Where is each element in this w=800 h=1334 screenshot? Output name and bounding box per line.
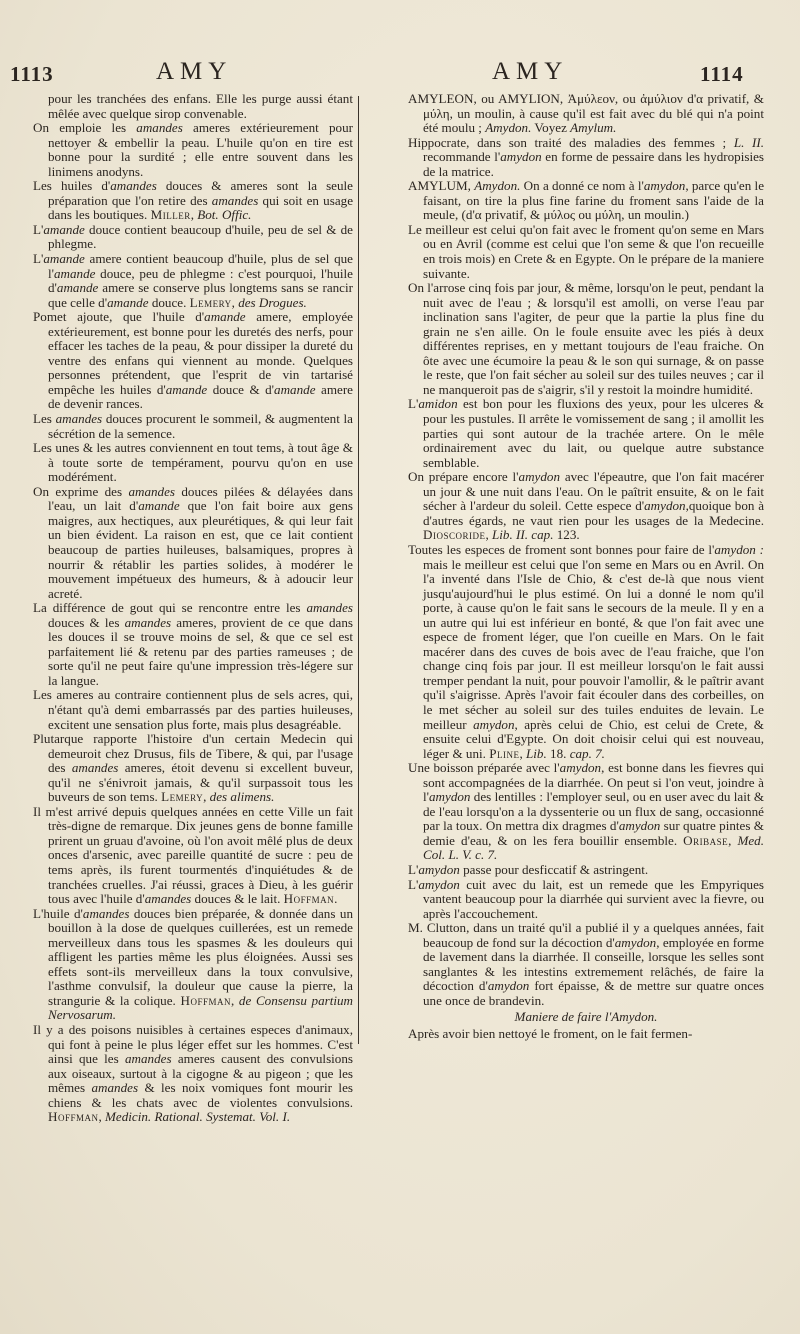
text: Les xyxy=(33,411,56,427)
text: passe pour desficcatif & astringent. xyxy=(459,861,649,877)
text: quoique bon à d'autres égards, ne vaut rien pour les usages de la Medecine. xyxy=(423,498,765,528)
text: fort épaisse, & de mettre sur quatre onces une once de brandevin. xyxy=(423,978,764,1008)
left-column xyxy=(33,92,353,1125)
text: douce & d' xyxy=(207,381,275,397)
italic-text: des Drogues. xyxy=(238,294,307,310)
paragraph xyxy=(33,1023,353,1125)
text: douce, peu de phlegme : c'est pourquoi, l'huile d' xyxy=(48,265,353,296)
text: Les huiles d' xyxy=(33,178,111,194)
paragraph xyxy=(33,601,353,688)
text: amere se conserve plus longtems sans se rancir que celle d' xyxy=(48,280,353,310)
italic-text: amande xyxy=(274,381,316,397)
italic-text: amande xyxy=(107,294,149,310)
author-citation: Dioscoride xyxy=(423,527,486,543)
text: amere, employée extérieurement, est bonne pour les duretés des nerfs, pour effacer les taches de la peau, & pour dissiper la dureté du ventre des enfans qui viennent au monde. Quelques personnes prétendent, que l'esprit de vin tartarisé empêche les huiles d' xyxy=(48,309,353,397)
italic-text: amandes xyxy=(211,192,259,208)
text: , employée en forme de lavement dans la diarrhée. Il conseille, lorsque les selles sont sanglantes & les intestins extremement relâchés, de faire la décoction d' xyxy=(423,934,764,994)
italic-text: amydon xyxy=(559,760,602,776)
text: Voyez xyxy=(531,120,571,136)
text: On a donné ce nom à l' xyxy=(520,178,644,194)
paragraph xyxy=(408,397,764,470)
italic-text: Med. Col. L. V. c. 7. xyxy=(423,832,764,863)
italic-text: amydon xyxy=(473,716,515,732)
text: , xyxy=(519,745,527,761)
text: On l'arrose cinq fois par jour, & même, lorsqu'on le peut, pendant la nuit avec de l'eau ; & lorsqu'il est amolli, on verse l'eau par inclination sans l'agiter, de peur que la partie la plus fine du grain ne s'en aille. On le foule ensuite avec les piés à deux différentes reprises, en y mettant toujours de l'eau fraiche. On ôte avec une écumoire la peau & le son qui surnage, & on passe le reste, que l'on fait sécher au soleil sur des tuiles neuves ; car il ne manqueroit pas de s'aigrir, s'il y restoit la moindre humidité. xyxy=(408,280,764,397)
italic-text: amydon xyxy=(618,818,661,834)
paragraph xyxy=(33,441,353,485)
text: L' xyxy=(33,221,44,237)
italic-text: Amydon. xyxy=(474,178,521,194)
italic-text: amande xyxy=(54,265,96,281)
italic-text: amydon xyxy=(500,149,542,165)
text: sur quatre pintes & demie d'eau, & on les fera bouillir ensemble. xyxy=(423,818,764,848)
italic-text: amandes xyxy=(110,178,157,194)
text: L' xyxy=(408,876,419,892)
italic-text: amande xyxy=(56,280,99,296)
text: en forme de pessaire dans les hydropisies de la matrice. xyxy=(423,149,764,179)
text: Une boisson préparée avec l' xyxy=(408,760,560,776)
text: avec l'épeautre, que l'on fait macérer un jour & une nuit dans l'eau. On le paîtrit ensuite, & on le fait sécher à l'ardeur du soleil. Cette espece d' xyxy=(423,469,764,514)
text: , xyxy=(485,527,493,543)
text: L' xyxy=(408,396,419,412)
text: , xyxy=(231,294,239,310)
paragraph xyxy=(408,92,764,136)
right-column xyxy=(408,92,764,1042)
text: qui soit en usage dans les boutiques. xyxy=(48,192,353,223)
text: pour les tranchées des enfans. Elle les purge aussi étant mêlée avec quelque sirop convenable. xyxy=(48,91,353,121)
paragraph xyxy=(33,252,353,310)
text: , xyxy=(190,207,198,223)
text: L' xyxy=(408,861,419,877)
italic-text: amandes xyxy=(55,411,103,427)
author-citation: Hoffman xyxy=(48,1109,99,1125)
author-citation: Pline xyxy=(489,745,520,761)
text: mais le meilleur est celui que l'on seme en Mars ou en Avril. On l'a inventé dans l'Isle de Chio, & c'est de-là que nous vient jusqu'aujourd'hui le plus estimé. On lui a donné le nom qu'il porte, à cause qu'on le fait sans le secours de la meule. Il y en a un autre qui lui est inférieur en bonté, & que l'on fait avec une espece de froment léger, que l'on cueille en Mars. On le fait macérer dans des cuves de bois avec de l'eau fraiche, que l'on change cinq fois par jour. Il est meilleur lorsqu'on le fait aussi tremper pendant la nuit, pour pouvoir l'amollir, & le paîtrir avant qu'il s'aigrisse. Après l'avoir fait écouler dans des corbeilles, on le met sécher au soleil sur des tuiles enduites de levain. Le meilleur xyxy=(423,556,764,732)
paragraph xyxy=(33,223,353,252)
italic-text: amidon xyxy=(418,396,458,412)
italic-text: Medicin. Rational. Systemat. Vol. I. xyxy=(105,1109,291,1125)
author-citation: Hoffman. xyxy=(283,891,338,907)
paragraph xyxy=(408,921,764,1008)
italic-text: amydon xyxy=(418,876,460,892)
italic-text: amandes xyxy=(82,905,130,921)
text: douces procurent le sommeil, & augmentent la sécrétion de la semence. xyxy=(48,411,353,441)
text: , est bonne dans les fievres qui sont accompagnées de la diarrhée. On peut si l'on veut, joindre à l' xyxy=(423,760,764,805)
text: douce. xyxy=(148,294,190,310)
text: douces & le lait. xyxy=(191,891,284,907)
text: , xyxy=(728,832,738,848)
text: 123. xyxy=(553,527,580,543)
italic-text: amydon xyxy=(418,861,460,877)
italic-text: Bot. Offic. xyxy=(197,207,252,223)
text: douces pilées & délayées dans l'eau, un lait d' xyxy=(48,483,353,514)
text: douces & ameres sont la seule préparation que l'on retire des xyxy=(48,178,353,208)
text: douces & les xyxy=(48,614,125,630)
text: AMYLEON, ou AMYLION, Ἀμύλεον, ou ἀμύλιον d'α privatif, & μύλη, un moulin, à cause qu'il est fait avec du blé qui n'a point été moulu ; xyxy=(408,91,764,136)
paragraph xyxy=(408,761,764,863)
paragraph xyxy=(33,805,353,907)
author-citation: Lemery xyxy=(189,294,232,310)
text: douce contient beaucoup d'huile, peu de sel & de phlegme. xyxy=(48,221,353,252)
text: Après avoir bien nettoyé le froment, on le fait fermen- xyxy=(408,1026,693,1041)
italic-text: amydon xyxy=(614,934,657,950)
italic-text: amydon xyxy=(518,469,561,485)
paragraph xyxy=(33,732,353,805)
italic-text: amydon, xyxy=(644,498,689,514)
text: , xyxy=(230,992,239,1008)
italic-text: amande xyxy=(43,251,85,267)
left-running-head: AMY xyxy=(156,58,233,85)
paragraph xyxy=(408,223,764,281)
italic-text: amandes xyxy=(91,1080,139,1096)
italic-text: Lib. xyxy=(526,745,547,761)
text: On emploie les xyxy=(33,120,137,136)
text: On prépare encore l' xyxy=(408,469,519,485)
text: , xyxy=(98,1109,106,1125)
italic-text: des alimens. xyxy=(209,789,275,805)
text: Hippocrate, dans son traité des maladies des femmes ; xyxy=(408,134,734,150)
italic-text: amandes xyxy=(71,760,119,776)
text: douces bien préparée, & donnée dans un bouillon à la dose de quelques cuillerées, est un remede merveilleux dans tous les spasmes & les douleurs qui affligent les parties même les plus éloignées. Aussi ses effets sont-ils merveilleux dans la toux convulsive, l'asthme convulsif, la douleur que cause la pierre, la strangurie & la colique. xyxy=(48,905,353,1008)
italic-text: amydon xyxy=(429,789,471,805)
italic-text: amandes xyxy=(144,891,192,907)
paragraph xyxy=(33,310,353,412)
italic-text: amande xyxy=(43,221,85,237)
author-citation: Hoffman xyxy=(180,992,231,1008)
paragraph xyxy=(408,179,764,223)
right-page-number: 1114 xyxy=(700,62,744,86)
paragraph xyxy=(408,1027,764,1042)
paragraph xyxy=(33,179,353,223)
text: Pomet ajoute, que l'huile d' xyxy=(33,309,205,325)
italic-text: amande xyxy=(138,498,180,514)
italic-text: amandes xyxy=(125,1051,172,1067)
author-citation: Lemery xyxy=(161,789,204,805)
paragraph xyxy=(33,412,353,441)
text: Il m'est arrivé depuis quelques années en cette Ville un fait très-digne de remarque. Dix jeunes gens de bonne famille prirent un gruau d'avoine, où l'on avoit mêlé plus de deux onces d'arsenic, avec pareille quantité de sucre : peu de tems après, ils furent tourmentés d'inquiétudes & de tranchées cruelles. J'ai réussi, graces à Dieu, à les guérir tous avec l'huile d' xyxy=(33,803,353,907)
text: Plutarque rapporte l'histoire d'un certain Medecin qui demeuroit chez Drusus, fils de Tibere, & qui, par l'usage des xyxy=(33,731,353,776)
text: La différence de gout qui se rencontre entre les xyxy=(33,600,307,616)
text: que l'on fait boire aux gens maigres, aux hectiques, aux pleurétiques, & qui leur fait un bien évident. La raison en est, que ce lait contient beaucoup de parties huileuses, balsamiques, propres à nourrir & rétablir les parties solides, à modérer le mouvement impétueux des humeurs, & à adoucir leur acreté. xyxy=(48,498,353,601)
italic-text: amandes xyxy=(306,600,353,616)
left-page-number: 1113 xyxy=(10,62,54,86)
text: Les unes & les autres conviennent en tout tems, à tout âge & à toute sorte de tempérament, pourvu qu'on en use modérément. xyxy=(33,440,353,485)
text: est bon pour les fluxions des yeux, pour les ulceres & pour les pustules. Il arrête le vomissement de sang ; il amollit les parties qui sont autour de la trachée artere. On le mêle ordinairement avec du lait, ou quelque autre substance semblable. xyxy=(423,396,764,470)
paragraph xyxy=(408,281,764,397)
italic-text: amandes xyxy=(128,483,176,499)
text: , après celui de Chio, est celui de Crete, & ensuite celui d'Egypte. On doit choisir celui qui est nouveau, léger & uni. xyxy=(423,716,764,761)
column-divider xyxy=(358,96,359,1044)
text: recommande l' xyxy=(423,149,501,165)
text: Maniere de faire l'Amydon. xyxy=(514,1009,658,1025)
paragraph xyxy=(408,863,764,878)
text: , parce qu'en le faisant, on tire la plus fine farine du froment sans l'aide de la meule, (d'α privatif, & μύλος ou μύλη, un moulin.) xyxy=(423,178,765,223)
text: ameres causent des convulsions aux oiseaux, surtout à la cigogne & au pigeon ; que les mêmes xyxy=(48,1051,353,1096)
text: L'huile d' xyxy=(33,905,83,921)
author-citation: Miller xyxy=(150,207,191,223)
italic-text: L. II. xyxy=(733,134,764,150)
text: amere contient beaucoup d'huile, plus de sel que l' xyxy=(48,251,353,281)
text: M. Clutton, dans un traité qu'il a publié il y a quelques années, fait beaucoup de fond sur la décoction d' xyxy=(408,920,764,950)
text: ameres extérieurement pour nettoyer & embellir la peau. L'huile qu'on en tire est bonne pour la surdité ; elle entre souvent dans les linimens anodyns. xyxy=(48,120,353,179)
text: & les noix vomiques font mourir les chiens & les chats avec de violentes convulsions. xyxy=(48,1080,353,1110)
text: des lentilles : l'employer seul, ou en user avec du lait & de l'eau lorsqu'on a la dyssenterie ou un flux de sang, occasionné par la toux. On mettra dix dragmes d' xyxy=(423,789,764,834)
text: L' xyxy=(33,251,44,267)
italic-text: cap. 7. xyxy=(569,745,605,761)
author-citation: Oribase xyxy=(683,832,729,848)
text: ameres, provient de ce que dans les douces il se trouve moins de sel, & que ce sel est parfaitement lié & retenu par des parties rameuses ; de sorte qu'il ne peut faire qu'une impression très-légere sur la langue. xyxy=(48,614,353,688)
text: Le meilleur est celui qu'on fait avec le froment qu'on seme en Mars ou en Avril (comme est celui que l'on seme & que l'on recueille en trois mois) en Crete & en Egypte. On le prépare de la maniere suivante. xyxy=(408,221,764,281)
italic-text: Amydon. xyxy=(485,120,532,136)
right-running-head: AMY xyxy=(492,58,569,85)
paragraph xyxy=(408,470,764,543)
italic-text: Lib. II. cap. xyxy=(492,527,554,543)
paragraph xyxy=(408,878,764,922)
italic-text: amande xyxy=(165,381,208,397)
text: ameres, étoit devenu si excellent buveur, qu'il ne s'énivroit jamais, & qu'il surpassoit tous les buveurs de son tems. xyxy=(48,760,353,805)
text: AMYLUM, xyxy=(408,178,475,194)
italic-text: amydon xyxy=(487,978,530,994)
text: On exprime des xyxy=(33,483,129,499)
italic-text: amydon : xyxy=(714,541,764,557)
paragraph xyxy=(408,1010,764,1025)
italic-text: amandes xyxy=(136,120,183,136)
text: cuit avec du lait, est un remede que les Empyriques vantent beaucoup pour la diarrhée qui survient avec la fievre, ou après l'accouchement. xyxy=(423,876,764,921)
paragraph xyxy=(33,907,353,1023)
paragraph xyxy=(33,92,353,121)
italic-text: amande xyxy=(204,309,246,325)
italic-text: Amylum. xyxy=(570,120,617,136)
text: , xyxy=(203,789,210,805)
italic-text: de Consensu partium Nervosarum. xyxy=(48,992,354,1023)
paragraph xyxy=(33,688,353,732)
paragraph xyxy=(408,136,764,180)
paragraph xyxy=(33,485,353,601)
italic-text: amandes xyxy=(124,614,172,630)
text: 18. xyxy=(546,745,570,761)
text: Toutes les especes de froment sont bonnes pour faire de l' xyxy=(408,541,715,557)
paragraph xyxy=(408,543,764,761)
paragraph xyxy=(33,121,353,179)
text: amere de devenir rances. xyxy=(48,381,353,412)
text: Les ameres au contraire contiennent plus de sels acres, qui, n'étant qu'à demi embarrassés par des parties huileuses, excitent une sensation plus forte, mais plus desagréable. xyxy=(33,687,353,732)
text: Il y a des poisons nuisibles à certaines especes d'animaux, qui font à peine le plus léger effet sur les hommes. C'est ainsi que les xyxy=(33,1022,353,1067)
italic-text: amydon xyxy=(643,178,686,194)
